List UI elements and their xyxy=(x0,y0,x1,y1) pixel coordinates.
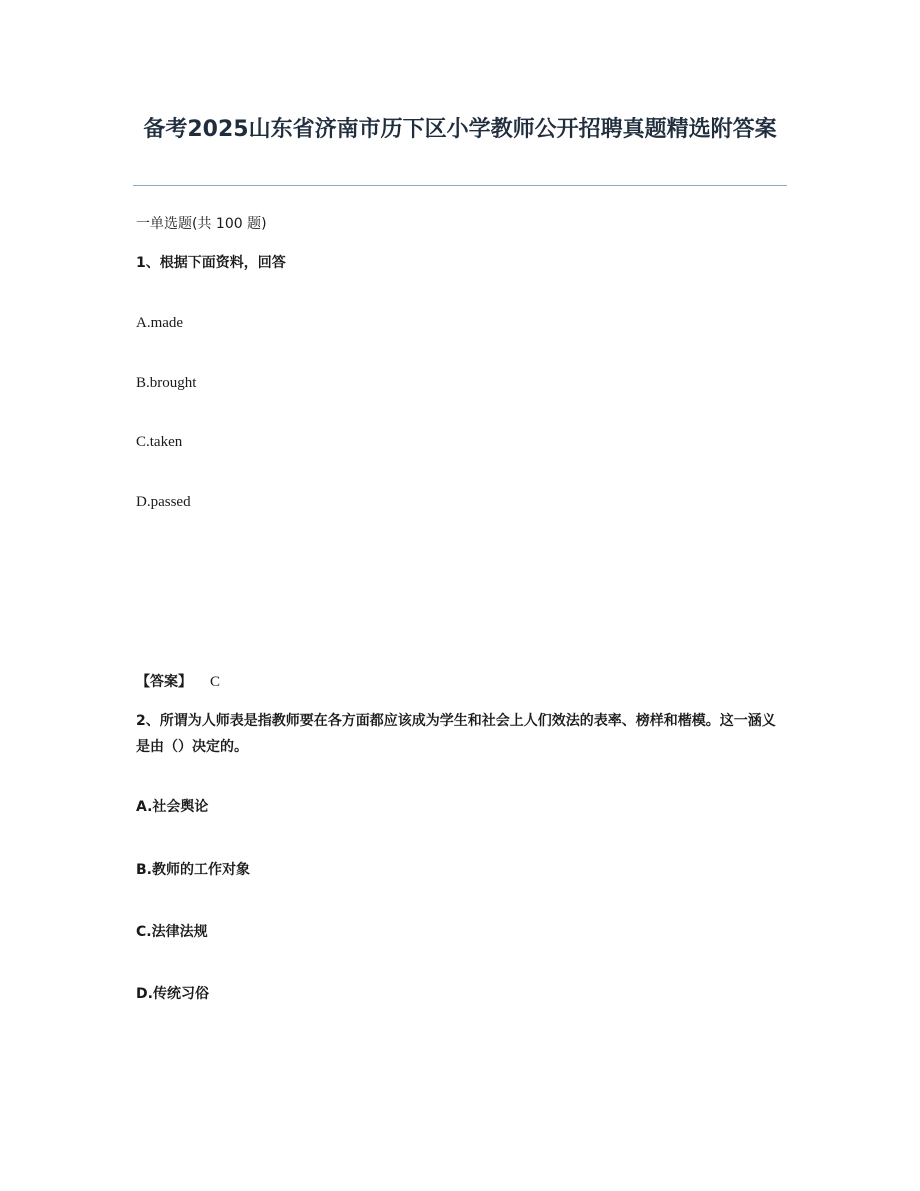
question-2-option-a: A.社会舆论 xyxy=(136,799,209,815)
answer-value: C xyxy=(210,674,221,690)
title-divider xyxy=(133,185,787,186)
question-1-option-d: D.passed xyxy=(136,494,191,510)
question-2-stem: 2、所谓为人师表是指教师要在各方面都应该成为学生和社会上人们效法的表率、榜样和楷模。这一涵义是由（）决定的。 xyxy=(136,713,776,755)
question-1-stem: 1、根据下面资料，回答 xyxy=(136,255,286,271)
question-1-option-b: B.brought xyxy=(136,375,197,391)
document-title: 备考2025山东省济南市历下区小学教师公开招聘真题精选附答案 xyxy=(143,117,777,142)
question-1-answer xyxy=(136,672,220,692)
answer-label: 【答案】 xyxy=(136,674,192,690)
question-2-option-b: B.教师的工作对象 xyxy=(136,862,250,878)
question-2-option-c: C.法律法规 xyxy=(136,924,208,940)
question-1-option-a: A.made xyxy=(136,315,184,331)
section-heading: 一单选题(共 100 题) xyxy=(136,216,267,232)
question-1-option-c: C.taken xyxy=(136,434,183,450)
question-2-option-d: D.传统习俗 xyxy=(136,986,209,1002)
